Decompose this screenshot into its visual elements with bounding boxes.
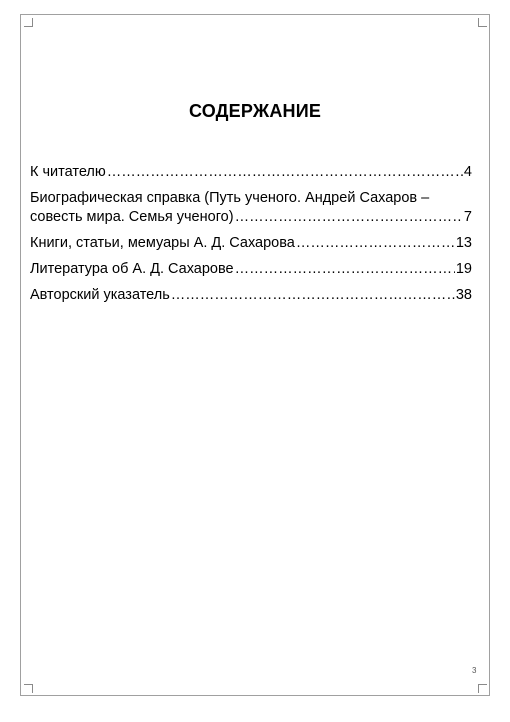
table-of-contents	[30, 163, 472, 312]
toc-entry-title-first-line: Биографическая справка (Путь ученого. Андрей Сахаров –	[30, 190, 430, 206]
toc-leader-dots	[235, 208, 463, 227]
toc-leader-dots	[235, 260, 455, 279]
crop-mark-top-left	[24, 18, 33, 27]
toc-entry-page: 13	[455, 235, 472, 251]
crop-mark-bottom-left	[24, 684, 33, 693]
toc-entry-page: 4	[463, 164, 472, 180]
crop-mark-top-right	[478, 18, 487, 27]
toc-entry-line	[30, 286, 472, 305]
toc-leader-dots	[107, 163, 463, 182]
toc-entry-page: 19	[455, 261, 472, 277]
crop-mark-bottom-right	[478, 684, 487, 693]
toc-entry[interactable]	[30, 189, 472, 227]
toc-entry-title: Литература об А. Д. Сахарове	[30, 261, 234, 277]
toc-entry-title: совесть мира. Семья ученого)	[30, 209, 234, 225]
toc-entry-line	[30, 234, 472, 253]
toc-entry[interactable]	[30, 260, 472, 279]
toc-entry[interactable]	[30, 234, 472, 253]
toc-leader-dots	[296, 234, 455, 253]
toc-entry-title: Книги, статьи, мемуары А. Д. Сахарова	[30, 235, 295, 251]
toc-entry-title: К читателю	[30, 164, 106, 180]
toc-entry-title: Авторский указатель	[30, 287, 170, 303]
toc-entry-line	[30, 163, 472, 182]
toc-entry-line	[30, 260, 472, 279]
toc-entry-page: 7	[463, 209, 472, 225]
page-number: 3	[472, 666, 477, 675]
toc-entry-page: 38	[455, 287, 472, 303]
toc-entry[interactable]	[30, 286, 472, 305]
toc-entry[interactable]	[30, 163, 472, 182]
page-title: СОДЕРЖАНИЕ	[188, 101, 322, 121]
toc-leader-dots	[171, 286, 455, 305]
toc-entry-line	[30, 208, 472, 227]
